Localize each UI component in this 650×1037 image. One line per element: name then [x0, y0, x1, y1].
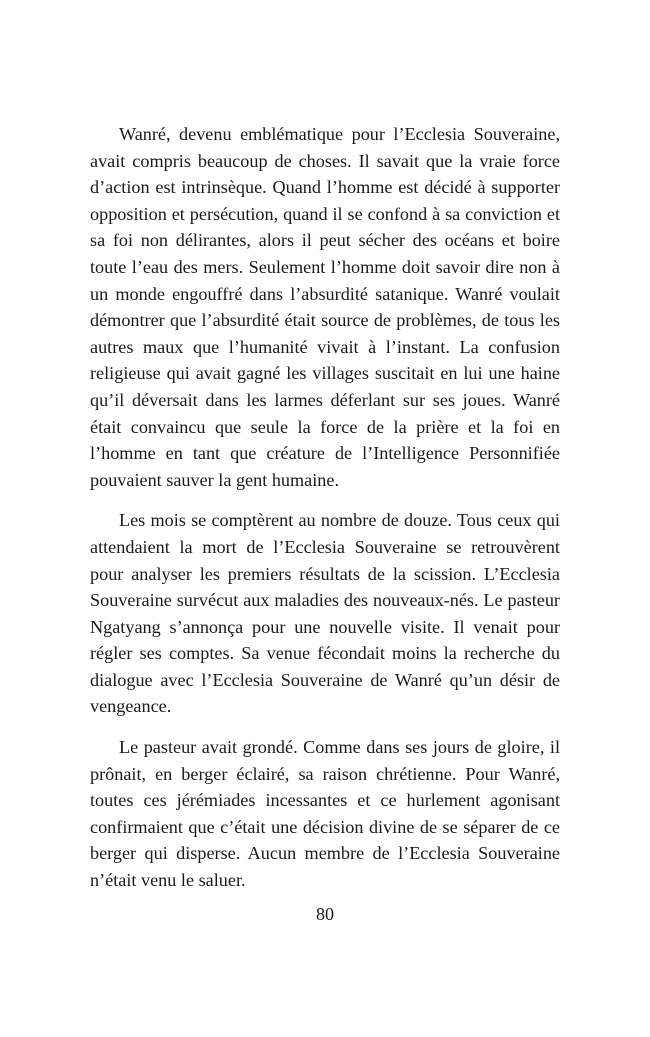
page-number: 80	[316, 904, 334, 924]
body-text	[90, 121, 560, 908]
paragraph-2: Les mois se comptèrent au nombre de douze. Tous ceux qui attendaient la mort de l’Ecclesia Souveraine se retrouvèrent pour analyser les premiers résultats de la scission. L’Ecclesia Souveraine survécut aux maladies des nouveaux-nés. Le pasteur Ngatyang s’annonça pour une nouvelle visite. Il venait pour régler ses comptes. Sa venue fécondait moins la recherche du dialogue avec l’Ecclesia Souveraine de Wanré qu’un désir de vengeance.	[90, 510, 560, 717]
paragraph-3: Le pasteur avait grondé. Comme dans ses jours de gloire, il prônait, en berger éclairé, sa raison chrétienne. Pour Wanré, toutes ces jérémiades incessantes et ce hurlement agonisant confirmaient que c’était une décision divine de se séparer de ce berger qui disperse. Aucun membre de l’Ecclesia Souveraine n’était venu le saluer.	[90, 737, 560, 891]
paragraph-1: Wanré, devenu emblématique pour l’Ecclesia Souveraine, avait compris beaucoup de choses. Il savait que la vraie force d’action est intrinsèque. Quand l’homme est décidé à supporter opposition et persécution, quand il se confond à sa conviction et sa foi non délirantes, alors il peut sécher des océans et boire toute l’eau des mers. Seulement l’homme doit savoir dire non à un monde engouffré dans l’absurdité satanique. Wanré voulait démontrer que l’absurdité était source de problèmes, de tous les autres maux que l’humanité vivait à l’instant. La confusion religieuse qui avait gagné les villages suscitait en lui une haine qu’il déversait dans les larmes déferlant sur ses joues. Wanré était convaincu que seule la force de la prière et la foi en l’homme en tant que créature de l’Intelligence Personnifiée pouvaient sauver la gent humaine.	[90, 124, 560, 490]
